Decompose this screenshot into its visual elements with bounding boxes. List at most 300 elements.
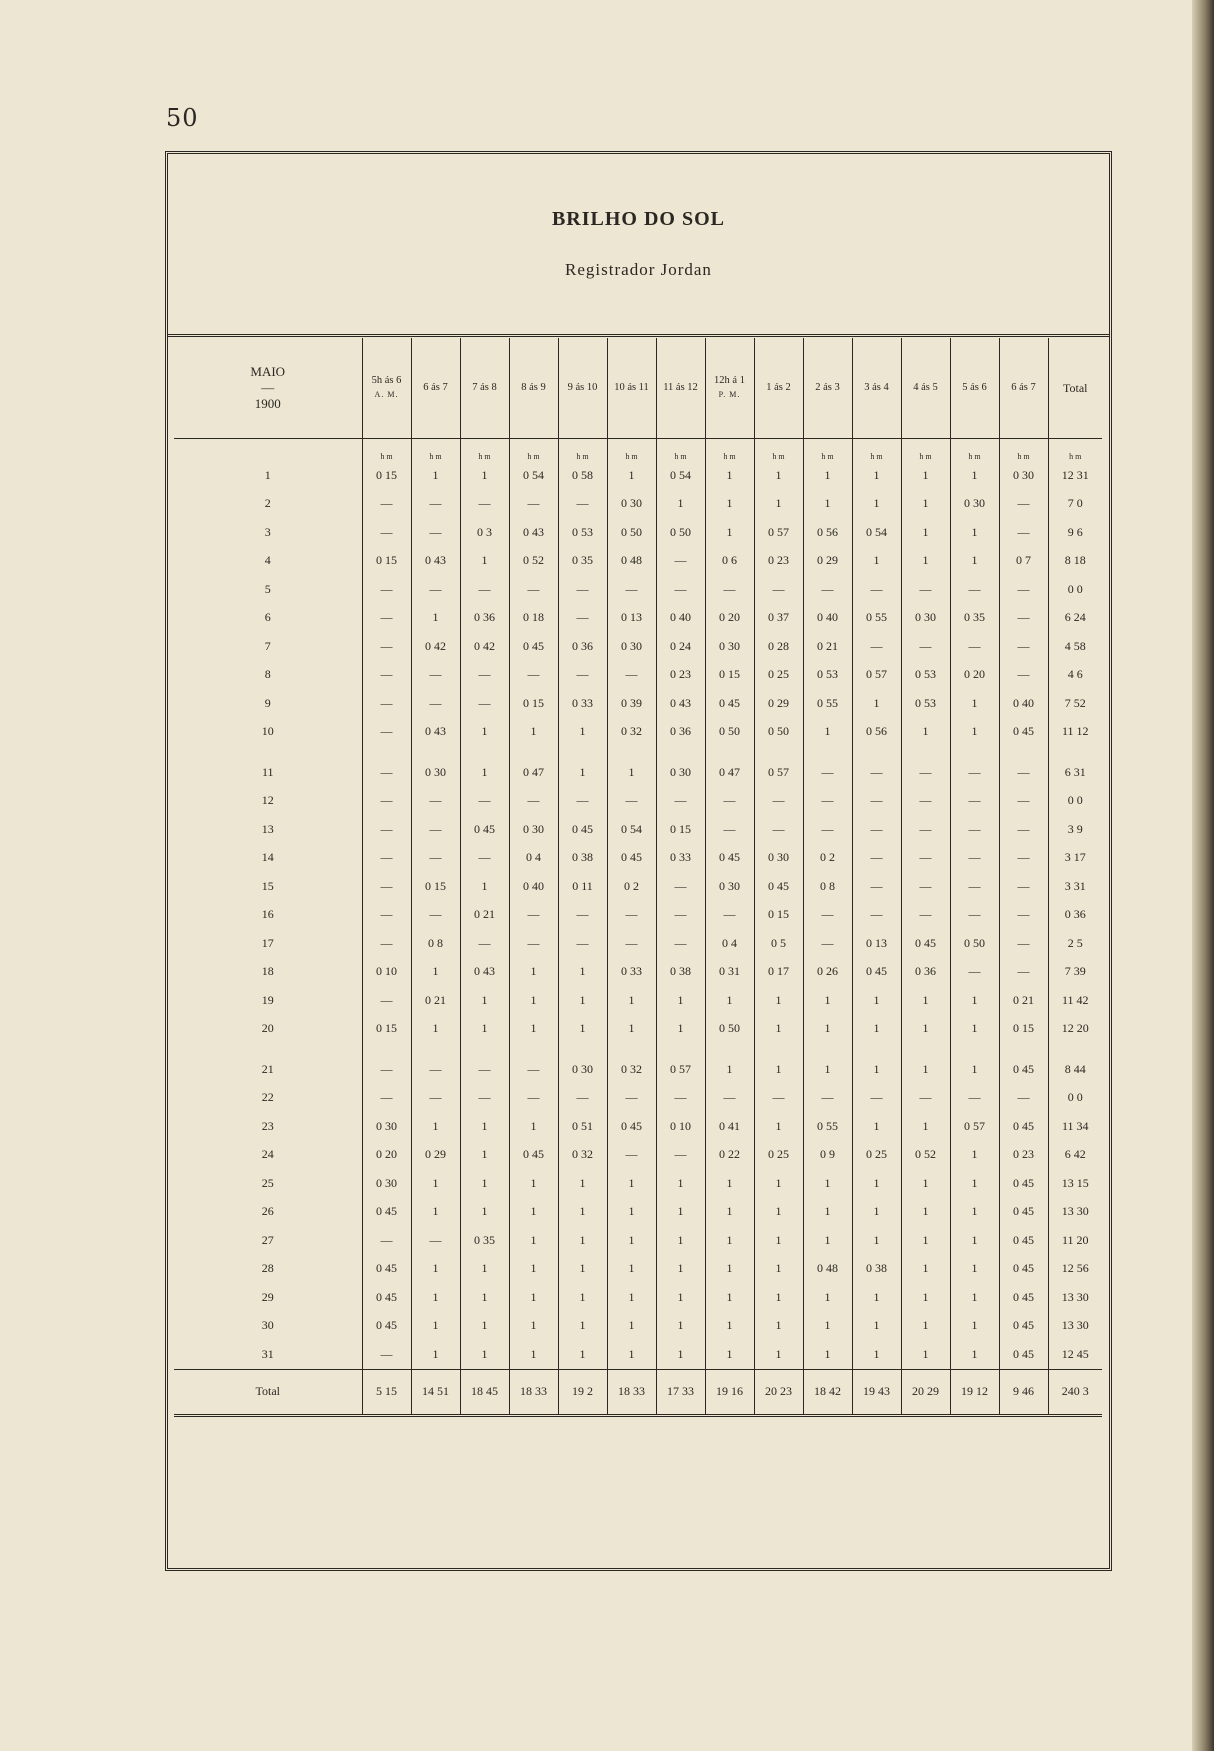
hour-value-cell: 1 bbox=[509, 1340, 558, 1369]
hour-value-cell: 1 bbox=[460, 872, 509, 901]
hour-value-cell: — bbox=[901, 575, 950, 604]
spacer-cell bbox=[509, 1043, 558, 1055]
unit-label: h m bbox=[901, 439, 950, 462]
day-cell: 14 bbox=[261, 850, 274, 865]
hour-value-cell: 0 42 bbox=[411, 632, 460, 661]
day-total-cell: 11 42 bbox=[1048, 986, 1102, 1015]
hour-value-cell: — bbox=[607, 929, 656, 958]
hour-value-cell: 1 bbox=[509, 1255, 558, 1284]
hour-value-cell: 1 bbox=[558, 718, 607, 747]
spacer-cell bbox=[950, 1043, 999, 1055]
hour-value-cell: — bbox=[509, 575, 558, 604]
hour-value-cell: — bbox=[999, 490, 1048, 519]
day-cell: 7 bbox=[264, 638, 271, 653]
units-row bbox=[174, 439, 1102, 462]
hour-value-cell: 1 bbox=[558, 986, 607, 1015]
day-total-cell: 11 12 bbox=[1048, 718, 1102, 747]
hour-value-cell: 0 37 bbox=[754, 604, 803, 633]
hour-value-cell: 0 15 bbox=[754, 901, 803, 930]
hour-value-cell: — bbox=[803, 787, 852, 816]
hour-value-cell: — bbox=[754, 575, 803, 604]
day-total-cell: 13 30 bbox=[1048, 1283, 1102, 1312]
hour-value-cell: 1 bbox=[411, 1198, 460, 1227]
hour-value-cell: 1 bbox=[950, 1169, 999, 1198]
hour-value-cell: 0 30 bbox=[656, 758, 705, 787]
hour-value-cell: — bbox=[901, 872, 950, 901]
hour-value-cell: — bbox=[999, 844, 1048, 873]
hour-value-cell: — bbox=[607, 575, 656, 604]
hour-value-cell: — bbox=[754, 815, 803, 844]
spacer-cell bbox=[411, 1043, 460, 1055]
table-title: BRILHO DO SOL bbox=[551, 208, 726, 230]
hour-value-cell: — bbox=[460, 661, 509, 690]
hour-value-cell: — bbox=[852, 758, 901, 787]
hour-value-cell: 1 bbox=[803, 1340, 852, 1369]
table-row bbox=[174, 661, 1102, 690]
hour-value-cell: 1 bbox=[558, 1312, 607, 1341]
spacer-cell bbox=[656, 746, 705, 758]
hour-value-cell: 0 7 bbox=[999, 547, 1048, 576]
table-row bbox=[174, 575, 1102, 604]
hour-value-cell: 1 bbox=[411, 1015, 460, 1044]
hour-value-cell: 0 45 bbox=[999, 1055, 1048, 1084]
hour-value-cell: 0 45 bbox=[999, 1340, 1048, 1369]
page-number: 50 bbox=[166, 104, 199, 132]
hour-value-cell: 1 bbox=[754, 1198, 803, 1227]
hour-column-header bbox=[656, 338, 705, 439]
spacer-cell bbox=[1048, 746, 1102, 758]
hour-value-cell: — bbox=[607, 1084, 656, 1113]
hour-value-cell: 0 32 bbox=[558, 1141, 607, 1170]
hour-value-cell: — bbox=[999, 815, 1048, 844]
hour-value-cell: — bbox=[852, 575, 901, 604]
hour-column-header bbox=[362, 338, 411, 439]
day-cell: 11 bbox=[261, 764, 274, 779]
hour-value-cell: — bbox=[460, 787, 509, 816]
hour-value-cell: 1 bbox=[901, 490, 950, 519]
hour-value-cell: 0 36 bbox=[558, 632, 607, 661]
spacer-cell bbox=[803, 746, 852, 758]
hour-value-cell: 0 8 bbox=[803, 872, 852, 901]
grand-total-cell: 240 3 bbox=[1048, 1369, 1102, 1415]
hour-value-cell: 0 2 bbox=[803, 844, 852, 873]
table-row bbox=[174, 929, 1102, 958]
day-cell: 3 bbox=[264, 524, 271, 539]
hour-column-header bbox=[901, 338, 950, 439]
spacer-cell bbox=[656, 1043, 705, 1055]
hour-value-cell: 1 bbox=[754, 986, 803, 1015]
hour-column-label: 3 ás 4 bbox=[864, 382, 889, 393]
day-total-cell: 8 18 bbox=[1048, 547, 1102, 576]
hour-value-cell: 1 bbox=[411, 1283, 460, 1312]
hour-value-cell: 0 50 bbox=[705, 718, 754, 747]
day-total-cell: 6 31 bbox=[1048, 758, 1102, 787]
hour-value-cell: — bbox=[999, 872, 1048, 901]
hour-value-cell: 1 bbox=[754, 1169, 803, 1198]
table-row bbox=[174, 1198, 1102, 1227]
hour-value-cell: — bbox=[362, 1226, 411, 1255]
hour-value-cell: 1 bbox=[656, 1312, 705, 1341]
hour-value-cell: 1 bbox=[901, 986, 950, 1015]
table-row bbox=[174, 815, 1102, 844]
hour-value-cell: — bbox=[362, 632, 411, 661]
hour-value-cell: 1 bbox=[754, 1312, 803, 1341]
hour-value-cell: — bbox=[362, 1084, 411, 1113]
hour-value-cell: — bbox=[411, 661, 460, 690]
hour-value-cell: 0 42 bbox=[460, 632, 509, 661]
hour-value-cell: 1 bbox=[509, 1312, 558, 1341]
hour-value-cell: 1 bbox=[901, 518, 950, 547]
hour-column-header bbox=[460, 338, 509, 439]
hour-column-label: 4 ás 5 bbox=[913, 382, 938, 393]
hour-column-label: 6 ás 7 bbox=[1011, 382, 1036, 393]
hour-value-cell: 0 57 bbox=[754, 518, 803, 547]
hour-value-cell: — bbox=[509, 1084, 558, 1113]
hour-value-cell: 1 bbox=[509, 1112, 558, 1141]
table-row bbox=[174, 958, 1102, 987]
hour-value-cell: 1 bbox=[411, 1169, 460, 1198]
hour-value-cell: 1 bbox=[852, 1283, 901, 1312]
hour-value-cell: 0 15 bbox=[509, 689, 558, 718]
hour-value-cell: 0 55 bbox=[852, 604, 901, 633]
hour-value-cell: — bbox=[901, 844, 950, 873]
table-row bbox=[174, 604, 1102, 633]
hour-value-cell: 1 bbox=[607, 758, 656, 787]
column-total-cell: 17 33 bbox=[656, 1369, 705, 1415]
hour-value-cell: 1 bbox=[411, 1112, 460, 1141]
hour-value-cell: 1 bbox=[852, 986, 901, 1015]
hour-value-cell: — bbox=[558, 787, 607, 816]
hour-value-cell: 0 30 bbox=[705, 632, 754, 661]
hour-value-cell: — bbox=[460, 929, 509, 958]
unit-label: h m bbox=[999, 439, 1048, 462]
hour-value-cell: 1 bbox=[803, 1312, 852, 1341]
hour-value-cell: 1 bbox=[852, 1169, 901, 1198]
hour-value-cell: — bbox=[362, 1055, 411, 1084]
day-total-cell: 0 0 bbox=[1048, 787, 1102, 816]
hour-value-cell: 1 bbox=[460, 1112, 509, 1141]
day-total-cell: 0 0 bbox=[1048, 575, 1102, 604]
column-total-cell: 19 16 bbox=[705, 1369, 754, 1415]
hour-value-cell: 0 3 bbox=[460, 518, 509, 547]
table-row bbox=[174, 986, 1102, 1015]
hour-value-cell: 0 35 bbox=[558, 547, 607, 576]
hour-value-cell: 1 bbox=[607, 1255, 656, 1284]
hour-value-cell: — bbox=[509, 1055, 558, 1084]
hour-value-cell: 0 51 bbox=[558, 1112, 607, 1141]
hour-value-cell: 1 bbox=[901, 1340, 950, 1369]
day-total-cell: 7 0 bbox=[1048, 490, 1102, 519]
day-total-cell: 12 20 bbox=[1048, 1015, 1102, 1044]
hour-value-cell: — bbox=[411, 1055, 460, 1084]
unit-label: h m bbox=[705, 439, 754, 462]
unit-label: h m bbox=[656, 439, 705, 462]
hour-value-cell: 0 36 bbox=[460, 604, 509, 633]
hour-value-cell: 1 bbox=[558, 1169, 607, 1198]
hour-value-cell: — bbox=[999, 632, 1048, 661]
hour-value-cell: 0 22 bbox=[705, 1141, 754, 1170]
hour-value-cell: 0 29 bbox=[411, 1141, 460, 1170]
year-label: 1900 bbox=[254, 396, 281, 411]
month-divider: — bbox=[261, 380, 275, 395]
hour-value-cell: 1 bbox=[656, 1015, 705, 1044]
day-total-cell: 6 42 bbox=[1048, 1141, 1102, 1170]
hour-value-cell: 0 40 bbox=[656, 604, 705, 633]
hour-value-cell: — bbox=[852, 872, 901, 901]
spacer-cell bbox=[174, 746, 362, 758]
group-spacer-row bbox=[174, 1043, 1102, 1055]
hour-value-cell: — bbox=[558, 604, 607, 633]
spacer-cell bbox=[509, 746, 558, 758]
hour-value-cell: 1 bbox=[656, 1169, 705, 1198]
spacer-cell bbox=[1048, 1043, 1102, 1055]
hour-value-cell: 0 45 bbox=[362, 1283, 411, 1312]
hour-value-cell: 1 bbox=[950, 986, 999, 1015]
hour-column-header bbox=[950, 338, 999, 439]
hour-value-cell: — bbox=[460, 689, 509, 718]
book-page-edge bbox=[1192, 0, 1214, 1751]
hour-value-cell: 0 21 bbox=[411, 986, 460, 1015]
hour-value-cell: 1 bbox=[460, 1141, 509, 1170]
hour-value-cell: — bbox=[656, 1141, 705, 1170]
spacer-cell bbox=[174, 1043, 362, 1055]
hour-value-cell: — bbox=[999, 929, 1048, 958]
hour-value-cell: 1 bbox=[705, 518, 754, 547]
day-total-cell: 7 39 bbox=[1048, 958, 1102, 987]
header-box bbox=[168, 154, 1109, 337]
hour-value-cell: 1 bbox=[901, 1255, 950, 1284]
hour-value-cell: 1 bbox=[607, 461, 656, 490]
hour-value-cell: 0 39 bbox=[607, 689, 656, 718]
hour-value-cell: 0 54 bbox=[607, 815, 656, 844]
spacer-cell bbox=[460, 746, 509, 758]
hour-value-cell: 1 bbox=[558, 758, 607, 787]
hour-value-cell: 0 56 bbox=[803, 518, 852, 547]
hour-value-cell: 1 bbox=[901, 1055, 950, 1084]
hour-column-note: A. M. bbox=[374, 390, 399, 399]
hour-value-cell: — bbox=[950, 815, 999, 844]
hour-value-cell: 0 17 bbox=[754, 958, 803, 987]
day-total-cell: 4 6 bbox=[1048, 661, 1102, 690]
hour-value-cell: — bbox=[460, 844, 509, 873]
hour-value-cell: 0 50 bbox=[705, 1015, 754, 1044]
day-total-cell: 11 34 bbox=[1048, 1112, 1102, 1141]
hour-value-cell: — bbox=[558, 490, 607, 519]
hour-value-cell: 1 bbox=[950, 1312, 999, 1341]
hour-value-cell: 0 30 bbox=[901, 604, 950, 633]
hour-value-cell: 1 bbox=[705, 490, 754, 519]
hour-value-cell: 1 bbox=[852, 1112, 901, 1141]
hour-value-cell: 0 15 bbox=[656, 815, 705, 844]
hour-column-label: 6 ás 7 bbox=[423, 382, 448, 393]
month-label: MAIO bbox=[250, 364, 286, 379]
hour-value-cell: 1 bbox=[705, 1055, 754, 1084]
hour-column-header bbox=[607, 338, 656, 439]
column-total-cell: 18 45 bbox=[460, 1369, 509, 1415]
hour-value-cell: — bbox=[558, 1084, 607, 1113]
hour-value-cell: 1 bbox=[803, 1198, 852, 1227]
hour-value-cell: — bbox=[705, 815, 754, 844]
hour-value-cell: 1 bbox=[656, 1283, 705, 1312]
table-subtitle: Registrador Jordan bbox=[565, 260, 712, 279]
hour-value-cell: 0 15 bbox=[362, 461, 411, 490]
hour-value-cell: 0 13 bbox=[852, 929, 901, 958]
hour-value-cell: 0 57 bbox=[852, 661, 901, 690]
hour-value-cell: — bbox=[362, 872, 411, 901]
spacer-cell bbox=[705, 1043, 754, 1055]
hour-value-cell: 0 45 bbox=[999, 1198, 1048, 1227]
hour-value-cell: — bbox=[362, 787, 411, 816]
spacer-cell bbox=[754, 1043, 803, 1055]
day-cell: 9 bbox=[264, 695, 271, 710]
hour-value-cell: — bbox=[509, 661, 558, 690]
hour-value-cell: 1 bbox=[901, 547, 950, 576]
hour-value-cell: — bbox=[852, 1084, 901, 1113]
hour-value-cell: 1 bbox=[509, 1283, 558, 1312]
hour-value-cell: — bbox=[803, 758, 852, 787]
hour-value-cell: 0 15 bbox=[362, 547, 411, 576]
hour-value-cell: — bbox=[803, 815, 852, 844]
spacer-cell bbox=[901, 1043, 950, 1055]
hour-value-cell: 0 29 bbox=[803, 547, 852, 576]
hour-value-cell: 1 bbox=[509, 718, 558, 747]
hour-value-cell: 0 45 bbox=[999, 1283, 1048, 1312]
hour-value-cell: — bbox=[999, 575, 1048, 604]
hour-value-cell: 0 45 bbox=[999, 1255, 1048, 1284]
hour-value-cell: — bbox=[999, 518, 1048, 547]
hour-value-cell: 0 45 bbox=[558, 815, 607, 844]
hour-value-cell: 1 bbox=[509, 1198, 558, 1227]
spacer-cell bbox=[803, 1043, 852, 1055]
hour-value-cell: 0 45 bbox=[999, 1169, 1048, 1198]
hour-value-cell: 1 bbox=[411, 1340, 460, 1369]
hour-value-cell: 0 52 bbox=[901, 1141, 950, 1170]
hour-value-cell: 0 23 bbox=[999, 1141, 1048, 1170]
hour-column-label: 11 ás 12 bbox=[663, 382, 698, 393]
hour-value-cell: 0 32 bbox=[607, 1055, 656, 1084]
hour-value-cell: 0 10 bbox=[362, 958, 411, 987]
hour-value-cell: 1 bbox=[901, 1198, 950, 1227]
unit-label: h m bbox=[852, 439, 901, 462]
column-total-cell: 19 43 bbox=[852, 1369, 901, 1415]
hour-value-cell: 1 bbox=[607, 1312, 656, 1341]
hour-value-cell: — bbox=[607, 661, 656, 690]
day-cell: 19 bbox=[261, 992, 274, 1007]
hour-value-cell: 1 bbox=[950, 718, 999, 747]
hour-value-cell: 0 20 bbox=[362, 1141, 411, 1170]
spacer-cell bbox=[607, 746, 656, 758]
hour-value-cell: 0 53 bbox=[803, 661, 852, 690]
hour-value-cell: 1 bbox=[607, 1198, 656, 1227]
hour-value-cell: 0 30 bbox=[509, 815, 558, 844]
hour-value-cell: 1 bbox=[852, 547, 901, 576]
hour-value-cell: 1 bbox=[901, 1015, 950, 1044]
hour-value-cell: 1 bbox=[754, 490, 803, 519]
spacer-cell bbox=[607, 1043, 656, 1055]
hour-value-cell: 1 bbox=[754, 1255, 803, 1284]
hour-value-cell: 1 bbox=[754, 1112, 803, 1141]
hour-value-cell: — bbox=[852, 844, 901, 873]
hour-value-cell: — bbox=[803, 929, 852, 958]
hour-value-cell: 0 41 bbox=[705, 1112, 754, 1141]
hour-value-cell: 0 6 bbox=[705, 547, 754, 576]
hour-value-cell: — bbox=[656, 901, 705, 930]
hour-value-cell: — bbox=[411, 844, 460, 873]
hour-value-cell: 0 40 bbox=[999, 689, 1048, 718]
hour-value-cell: 1 bbox=[754, 1283, 803, 1312]
hour-value-cell: 1 bbox=[950, 1015, 999, 1044]
hour-value-cell: — bbox=[999, 758, 1048, 787]
hour-value-cell: 0 48 bbox=[803, 1255, 852, 1284]
hour-value-cell: — bbox=[362, 901, 411, 930]
hour-value-cell: — bbox=[411, 575, 460, 604]
hour-value-cell: — bbox=[950, 901, 999, 930]
spacer-cell bbox=[362, 1043, 411, 1055]
hour-value-cell: 1 bbox=[852, 1226, 901, 1255]
spacer-cell bbox=[754, 746, 803, 758]
hour-value-cell: 0 15 bbox=[705, 661, 754, 690]
hour-value-cell: 1 bbox=[754, 1340, 803, 1369]
hour-value-cell: 1 bbox=[705, 1255, 754, 1284]
day-total-cell: 11 20 bbox=[1048, 1226, 1102, 1255]
hour-value-cell: — bbox=[901, 815, 950, 844]
hour-value-cell: 1 bbox=[852, 689, 901, 718]
hour-value-cell: 1 bbox=[803, 1283, 852, 1312]
hour-value-cell: 1 bbox=[509, 1169, 558, 1198]
hour-value-cell: 0 31 bbox=[705, 958, 754, 987]
hour-value-cell: 0 54 bbox=[656, 461, 705, 490]
hour-value-cell: 1 bbox=[950, 1055, 999, 1084]
day-cell: 28 bbox=[261, 1261, 274, 1276]
day-cell: 12 bbox=[261, 793, 274, 808]
day-total-cell: 13 30 bbox=[1048, 1198, 1102, 1227]
hour-value-cell: — bbox=[362, 575, 411, 604]
hour-value-cell: — bbox=[362, 661, 411, 690]
hour-value-cell: 1 bbox=[852, 1055, 901, 1084]
hour-column-header bbox=[999, 338, 1048, 439]
day-total-cell: 13 15 bbox=[1048, 1169, 1102, 1198]
column-total-cell: 20 29 bbox=[901, 1369, 950, 1415]
hour-value-cell: 1 bbox=[852, 1198, 901, 1227]
hour-value-cell: 0 30 bbox=[362, 1169, 411, 1198]
hour-value-cell: 0 45 bbox=[901, 929, 950, 958]
hour-value-cell: 1 bbox=[950, 1226, 999, 1255]
day-cell: 30 bbox=[261, 1318, 274, 1333]
hour-column-label: 8 ás 9 bbox=[521, 382, 546, 393]
day-cell: 10 bbox=[261, 724, 274, 739]
hour-value-cell: — bbox=[950, 958, 999, 987]
hour-value-cell: 0 55 bbox=[803, 689, 852, 718]
hour-value-cell: — bbox=[656, 547, 705, 576]
hour-value-cell: 1 bbox=[705, 986, 754, 1015]
unit-label: h m bbox=[950, 439, 999, 462]
hour-value-cell: 0 21 bbox=[999, 986, 1048, 1015]
hour-value-cell: 0 28 bbox=[754, 632, 803, 661]
hour-value-cell: 1 bbox=[509, 1226, 558, 1255]
table-row bbox=[174, 1255, 1102, 1284]
sunshine-table bbox=[174, 338, 1102, 1417]
hour-value-cell: 0 54 bbox=[852, 518, 901, 547]
hour-value-cell: 1 bbox=[460, 1312, 509, 1341]
hour-value-cell: — bbox=[803, 1084, 852, 1113]
day-total-cell: 9 6 bbox=[1048, 518, 1102, 547]
hour-value-cell: 0 25 bbox=[754, 1141, 803, 1170]
hour-value-cell: 0 32 bbox=[607, 718, 656, 747]
hour-value-cell: 1 bbox=[656, 1226, 705, 1255]
hour-value-cell: 1 bbox=[950, 518, 999, 547]
hour-value-cell: 1 bbox=[754, 461, 803, 490]
hour-value-cell: 1 bbox=[901, 1312, 950, 1341]
